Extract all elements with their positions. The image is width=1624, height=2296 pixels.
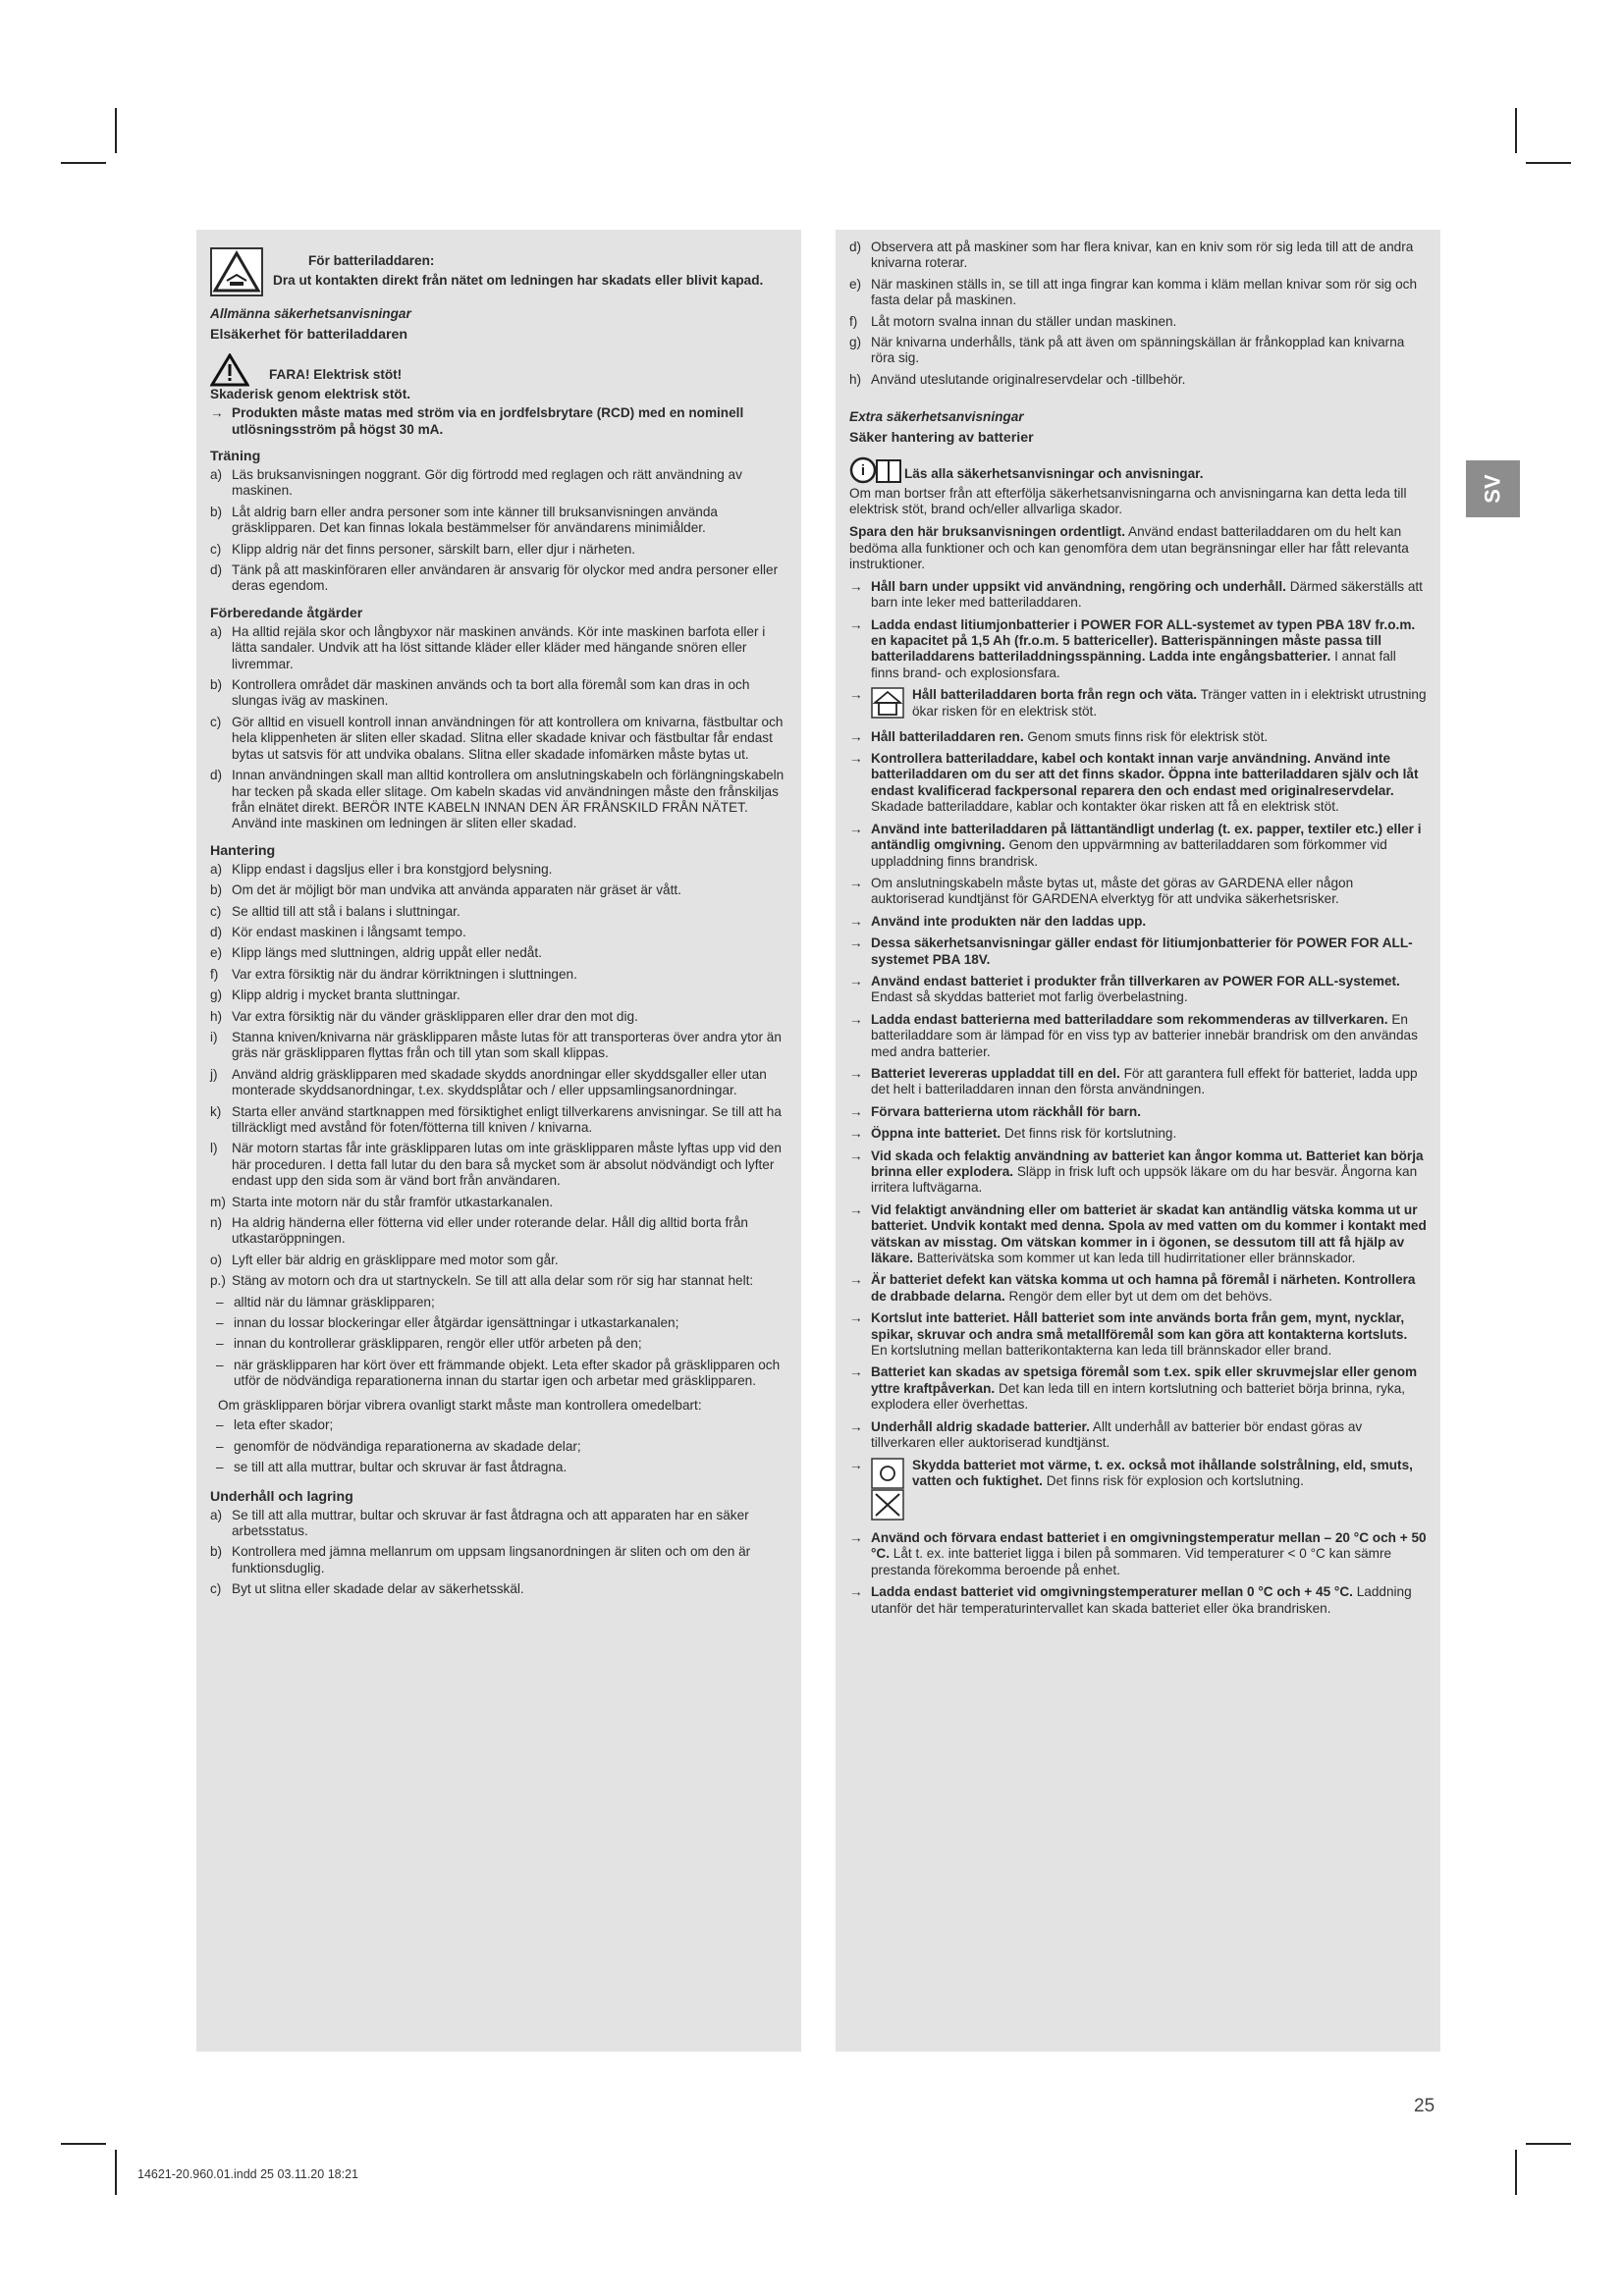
list-text: När maskinen ställs in, se till att inga fingrar kan komma i kläm mellan knivar som rör sig och fasta delar på maskinen. (871, 276, 1418, 308)
safety-arrow-item (849, 1012, 1427, 1060)
arrow-text (871, 974, 1427, 1006)
arrow-bold-text: Batteriet levereras uppladdat till en del. (871, 1065, 1120, 1081)
vibrate-text: Om gräsklipparen börjar vibrera ovanligt starkt måste man kontrollera omedelbart: (218, 1397, 702, 1413)
safety-arrow-item (849, 914, 1427, 930)
arrow-marker: → (849, 1584, 863, 1600)
arrow-marker: → (849, 1103, 863, 1119)
dash-text: när gräsklipparen har kört över ett främmande objekt. Leta efter skador på gräsklipparen och utför de nödvändiga reparationerna innan du startar igen och arbetar med gräsklipparen. (234, 1357, 781, 1389)
safety-arrow-item (849, 974, 1427, 1006)
list-text: När motorn startas får inte gräsklipparen lutas om inte gräsklipparen måste lyftas upp vid den här proceduren. I detta fall lutar du den bara så mycket som är absolut nödvändigt och lyfter endast upp den sida som är vänd bort från användaren. (232, 1141, 782, 1189)
arrow-bold-text: Ladda endast litiumjonbatterier i POWER FOR ALL-systemet av typen PBA 18V fr.o.m. en kapacitet på 1,5 Ah (fr.o.m. 5 battericeller). Batterispänningen måste passa till batteriladdarens batteriladdningsspänning. Ladda inte engångsbatterier. (871, 616, 1416, 665)
safety-arrow-item (849, 1126, 1427, 1142)
list-item (210, 562, 787, 595)
list-item (210, 988, 787, 1003)
arrow-bold-text: Vid skada och felaktig användning av batteriet kan ångor komma ut. Batteriet kan börja brinna eller explodera. (871, 1148, 1424, 1179)
list-text: Observera att på maskiner som har flera knivar, kan en kniv som rör sig leda till att de andra knivarna roterar. (871, 240, 1414, 271)
list-marker: a) (210, 1507, 223, 1522)
arrow-text (871, 579, 1427, 612)
list-item (210, 624, 787, 672)
arrow-plain-text: Tränger vatten in i elektriskt utrustning ökar risken för en elektrisk stöt. (912, 687, 1427, 719)
arrow-text (871, 876, 1427, 908)
arrow-text (871, 729, 1427, 745)
arrow-plain-text: Släpp in frisk luft och uppsök läkare om du har besvär. Ångorna kan irritera luftvägarna. (871, 1164, 1418, 1196)
list-item (210, 715, 787, 763)
arrow-marker: → (849, 1201, 863, 1217)
list-marker: c) (210, 541, 222, 557)
list-marker: a) (210, 861, 223, 877)
read-all-desc: Om man bortser från att efterfölja säkerhetsanvisningarna och anvisningarna kan detta leda till elektrisk stöt, brand och/eller allvarliga skador. (849, 485, 1407, 517)
print-footer: 14621-20.960.01.indd 25 03.11.20 18:21 (137, 2167, 358, 2181)
arrow-text (871, 1012, 1427, 1060)
list-item (210, 1067, 787, 1099)
maintenance-list (210, 1508, 787, 1598)
crop-mark (115, 108, 117, 153)
arrow-text (871, 1364, 1427, 1413)
arrow-marker: → (849, 1418, 863, 1434)
list-text: Klipp längs med sluttningen, aldrig uppåt eller nedåt. (232, 945, 542, 961)
safety-arrow-item (849, 1202, 1427, 1267)
list-item (210, 1195, 787, 1210)
list-marker: f) (210, 966, 219, 982)
house-wrap (871, 687, 904, 722)
dash-item (216, 1315, 787, 1331)
list-item (849, 314, 1427, 330)
arrow-marker: → (849, 1310, 863, 1326)
safety-arrow-item (849, 1364, 1427, 1413)
arrow-marker: → (849, 935, 863, 951)
language-tab (1466, 460, 1520, 517)
list-marker: g) (210, 988, 223, 1003)
safety-arrow-item (849, 729, 1427, 745)
arrow-marker: → (849, 1272, 863, 1288)
list-text: Tänk på att maskinföraren eller användaren är ansvarig för olyckor med andra personer eller deras egendom. (232, 562, 779, 594)
list-item (210, 505, 787, 537)
dash-marker: – (216, 1460, 224, 1475)
arrow-marker: → (849, 973, 863, 988)
list-text: Var extra försiktig när du vänder gräsklipparen eller drar den mot dig. (232, 1008, 638, 1024)
vibrate-dash-list (210, 1417, 787, 1475)
crop-mark (115, 2150, 117, 2195)
sun-wrap (871, 1458, 904, 1524)
list-marker: d) (210, 924, 223, 939)
safety-arrow-item (849, 1530, 1427, 1578)
list-item (210, 1141, 787, 1189)
arrow-marker: → (849, 875, 863, 890)
arrow-text (871, 617, 1427, 682)
arrow-plain-text: Det finns risk för kortslutning. (1001, 1126, 1177, 1142)
general-safety-title: Allmänna säkerhetsanvisningar (210, 306, 411, 321)
list-marker: c) (210, 903, 222, 919)
dash-text: genomför de nödvändiga reparationerna av skadade delar; (234, 1438, 581, 1454)
list-text: Lyft eller bär aldrig en gräsklippare med motor som går. (232, 1252, 559, 1267)
dash-item (216, 1460, 787, 1475)
arrow-marker: → (849, 913, 863, 929)
list-item (210, 904, 787, 920)
safety-arrow-item (849, 617, 1427, 682)
list-text: Se alltid till att stå i balans i sluttningar. (232, 903, 460, 919)
list-marker: g) (849, 335, 862, 350)
list-text: Klipp aldrig när det finns personer, särskilt barn, eller djur i närheten. (232, 541, 636, 557)
list-text: Starta eller använd startknappen med försiktighet enligt tillverkarens anvisningar. Se till att ha tillräckligt med avstånd för foten/fötterna till kniven / knivarna. (232, 1103, 782, 1135)
safety-arrow-item (849, 1458, 1427, 1524)
arrow-marker: → (849, 821, 863, 836)
arrow-plain-text: Det kan leda till en intern kortslutning och batteriet börja brinna, ryka, explodera eller överhettas. (871, 1380, 1406, 1413)
dash-text: innan du kontrollerar gräsklipparen, rengör eller utför arbeten på den; (234, 1336, 642, 1352)
list-marker: j) (210, 1066, 218, 1082)
arrow-plain-text: I annat fall finns brand- och explosionsfara. (871, 649, 1396, 680)
dash-marker: – (216, 1336, 224, 1352)
arrow-marker: → (849, 687, 863, 703)
list-item (210, 1581, 787, 1597)
danger-row (210, 353, 787, 387)
dash-text: alltid när du lämnar gräsklipparen; (234, 1294, 435, 1309)
arrow-plain-text: En batteriladdare som är lämpad för en viss typ av batterier innebär brandrisk om den användas med andra batterier. (871, 1011, 1418, 1059)
arrow-marker: → (849, 1457, 863, 1472)
read-manual-icon (849, 454, 902, 486)
arrow-marker: → (849, 1364, 863, 1380)
charger-warning (210, 247, 787, 296)
arrow-text (871, 914, 1427, 930)
danger-label: FARA! Elektrisk stöt! (269, 367, 403, 382)
list-marker: p.) (210, 1273, 226, 1289)
arrow-bold-text: Håll batteriladdaren ren. (871, 728, 1024, 744)
arrow-bold-text: Ladda endast batteriet vid omgivningstemperaturer mellan 0 °C och + 45 °C. (871, 1584, 1353, 1600)
list-marker: h) (210, 1008, 223, 1024)
list-marker: i) (210, 1029, 218, 1044)
list-item (210, 1253, 787, 1268)
arrow-text (871, 1104, 1427, 1120)
battery-safety-title: Säker hantering av batterier (849, 429, 1034, 446)
list-marker: l) (210, 1141, 218, 1156)
prep-title: Förberedande åtgärder (210, 605, 363, 621)
list-item (210, 945, 787, 961)
arrow-bold-text: Kortslut inte batteriet. Håll batteriet som inte används borta från gem, mynt, nycklar, spikar, skruvar och andra små metallföremål som kan göra att kontakterna kortsluts. (871, 1310, 1408, 1342)
left-column (196, 230, 801, 2052)
list-text: Använd uteslutande originalreservdelar och -tillbehör. (871, 371, 1186, 387)
arrow-marker: → (849, 1148, 863, 1163)
arrow-text (912, 687, 1427, 722)
arrow-plain-text: Rengör dem eller byt ut dem om det behövs. (1004, 1288, 1272, 1304)
arrow-plain-text: Endast så skyddas batteriet mot farlig överbelastning. (871, 989, 1188, 1005)
arrow-bold-text: Håll batteriladdaren borta från regn och väta. (912, 687, 1198, 703)
arrow-bold-text: Håll barn under uppsikt vid användning, rengöring och underhåll. (871, 578, 1286, 594)
danger-sub: Skaderisk genom elektrisk stöt. (210, 386, 410, 401)
arrow-bold-text: Kontrollera batteriladdare, kabel och kontakt innan varje användning. Använd inte batteriladdaren om du ser att det finns skador. Öppna inte batteriladdaren själv och låt endast kvalificerad fackpersonal reparera den och endast med originalreservdelar. (871, 751, 1419, 798)
safety-arrow-item (849, 687, 1427, 722)
arrow-text (871, 1126, 1427, 1142)
arrow-plain-text: Genom smuts finns risk för elektrisk stöt. (1023, 728, 1269, 744)
list-item (210, 882, 787, 898)
list-marker: k) (210, 1103, 222, 1119)
svg-text:i: i (860, 461, 866, 479)
page-number: 25 (1414, 2096, 1435, 2116)
arrow-plain-text: Genom den uppvärmning av batteriladdaren som förkommer vid uppladdning finns brandrisk. (871, 837, 1387, 869)
arrow-text (871, 751, 1427, 816)
safety-arrow-item (849, 1066, 1427, 1098)
arrow-marker: → (849, 1065, 863, 1081)
list-text: Se till att alla muttrar, bultar och skruvar är fast åtdragna och att apparaten har en säker arbetsstatus. (232, 1507, 749, 1538)
arrow-bold-text: Förvara batterierna utom räckhåll för barn. (871, 1103, 1141, 1119)
language-tab-label: SV (1480, 474, 1505, 504)
charger-warning-text: Dra ut kontakten direkt från nätet om ledningen har skadats eller blivit kapad. (273, 272, 764, 288)
list-text: Låt aldrig barn eller andra personer som inte känner till bruksanvisningen använda gräsklipparen. Det kan finnas lokala bestämmelser för användarens minimiålder. (232, 504, 718, 536)
dash-marker: – (216, 1315, 224, 1331)
list-text: Om det är möjligt bör man undvika att använda apparaten när gräset är vått. (232, 882, 681, 898)
list-text: Var extra försiktig när du ändrar körriktningen i sluttningen. (232, 966, 577, 982)
list-text: Kör endast maskinen i långsamt tempo. (232, 924, 466, 939)
list-text: Läs bruksanvisningen noggrant. Gör dig förtrodd med reglagen och rätt användning av maskinen. (232, 467, 742, 499)
dash-marker: – (216, 1294, 224, 1309)
arrow-bold-text: Är batteriet defekt kan vätska komma ut och hamna på föremål i närheten. Kontrollera de drabbade delarna. (871, 1272, 1416, 1304)
list-text: Låt motorn svalna innan du ställer undan maskinen. (871, 313, 1177, 329)
list-item (210, 1273, 787, 1289)
safety-arrow-item (849, 935, 1427, 968)
arrow-bold-text: Underhåll aldrig skadade batterier. (871, 1418, 1090, 1434)
list-text: Gör alltid en visuell kontroll innan användningen för att kontrollera om knivarna, fästbultar och hela klippenheten är sliten eller skadad. Slitna eller skadade knivar och fästbultar får endast bytas ut satsvis för att undvika obalans. Slitna eller skadade infomärken måste bytas ut. (232, 714, 784, 762)
charger-warning-icon (210, 247, 263, 296)
list-text: Stanna kniven/knivarna när gräsklipparen måste lutas för att transporteras över andra ytor än gräs när gräsklipparen flyttas från och till ytan som skall klippas. (232, 1029, 782, 1061)
list-item (210, 967, 787, 983)
list-marker: d) (849, 240, 862, 254)
safety-arrow-item (849, 1272, 1427, 1305)
arrow-bold-text: Dessa säkerhetsanvisningar gäller endast för litiumjonbatterier för POWER FOR ALL-systemet PBA 18V. (871, 935, 1413, 967)
training-title: Träning (210, 449, 261, 464)
list-item (210, 1104, 787, 1137)
handling-dash-list (210, 1295, 787, 1390)
right-column (836, 230, 1440, 2052)
arrow-plain-text: En kortslutning mellan batterikontakterna kan leda till brännskador eller brand. (871, 1343, 1332, 1359)
list-text: Kontrollera området där maskinen används och ta bort alla föremål som kan dras in och slungas iväg av maskinen. (232, 677, 750, 709)
dash-marker: – (216, 1417, 224, 1433)
battery-arrow-list (849, 579, 1427, 1617)
dash-marker: – (216, 1438, 224, 1454)
list-marker: b) (210, 1544, 223, 1560)
arrow-text (871, 1202, 1427, 1267)
arrow-text (871, 1310, 1427, 1359)
safety-arrow-item (849, 1148, 1427, 1197)
arrow-plain-text: Låt t. ex. inte batteriet ligga i bilen på sommaren. Vid temperaturer < 0 °C kan sämre prestanda förekomma beroende på enhet. (871, 1546, 1392, 1577)
arrow-plain-text: Batterivätska som kommer ut kan leda till hudirritationer eller brännskador. (913, 1251, 1356, 1266)
maintenance-title: Underhåll och lagring (210, 1488, 353, 1505)
list-text: Använd aldrig gräsklipparen med skadade skydds anordningar eller skyddsgaller eller utan monterade skyddsanordningar, t.ex. skyddsplåtar och / eller uppsamlingsanordningar. (232, 1066, 767, 1098)
prep-list (210, 624, 787, 832)
list-marker: f) (849, 313, 858, 329)
arrow-plain-text: Om anslutningskabeln måste bytas ut, måste det göras av GARDENA eller någon auktoriserad kundtjänst för GARDENA elverktyg för att undvika säkerhetsrisker. (871, 875, 1354, 907)
arrow-bold-text: Ladda endast batterierna med batteriladdare som rekommenderas av tillverkaren. (871, 1011, 1388, 1027)
list-item (210, 1544, 787, 1576)
heat-sun-icon (871, 1458, 904, 1521)
list-item (210, 1215, 787, 1248)
arrow-text (871, 1066, 1427, 1098)
crop-mark (1526, 2143, 1571, 2145)
list-text: Klipp endast i dagsljus eller i bra konstgjord belysning. (232, 861, 553, 877)
arrow-text (871, 1584, 1427, 1617)
list-text: Byt ut slitna eller skadade delar av säkerhetsskäl. (232, 1581, 524, 1597)
list-item (210, 542, 787, 558)
list-text: Starta inte motorn när du står framför utkastarkanalen. (232, 1194, 554, 1209)
list-marker: d) (210, 768, 223, 783)
arrow-marker: → (849, 578, 863, 594)
list-marker: e) (849, 276, 862, 292)
arrow-plain-text: Allt underhåll av batterier bör endast göras av tillverkaren eller auktoriserad kundtjänst. (871, 1418, 1363, 1451)
arrow-bold-text: Öppna inte batteriet. (871, 1126, 1001, 1142)
crop-mark (1515, 2150, 1517, 2195)
list-marker: d) (210, 562, 223, 578)
handling-title: Hantering (210, 842, 276, 859)
list-text: Innan användningen skall man alltid kontrollera om anslutningskabeln och förlängningskabeln har tecken på skada eller slitage. Om kabeln skadas vid användningen måste den frånskiljas från elnätet direkt. BERÖR INTE KABELN INNAN DEN ÄR FRÅNSKILD FRÅN NÄTET. Använd inte maskinen om ledningen är sliten eller skadad. (232, 768, 785, 831)
arrow-text (871, 822, 1427, 870)
list-item (849, 277, 1427, 309)
arrow-bold-text: Använd inte batteriladdaren på lättantändligt underlag (t. ex. papper, textiler etc.) eller i antändlig omgivning. (871, 821, 1422, 853)
list-text: Kontrollera med jämna mellanrum om uppsam lingsanordningen är sliten och om den är funktionsduglig. (232, 1544, 751, 1575)
list-text: När knivarna underhålls, tänk på att även om spänningskällan är frånkopplad kan knivarna röra sig. (871, 335, 1405, 366)
arrow-marker: → (849, 1011, 863, 1027)
handling-list (210, 862, 787, 1290)
rcd-note: → Produkten måste matas med ström via en jordfelsbrytare (RCD) med en nominell utlösningsström på högst 30 mA. (210, 405, 744, 437)
list-item (210, 862, 787, 878)
arrow-plain-text: Skadade batteriladdare, kablar och kontakter ökar risken att få en elektrisk stöt. (871, 799, 1339, 815)
arrow-text (871, 935, 1427, 968)
list-marker: n) (210, 1215, 223, 1231)
dash-item (216, 1358, 787, 1390)
list-marker: e) (210, 945, 223, 961)
arrow-text (871, 1148, 1427, 1197)
continued-list (849, 240, 1427, 388)
list-item (210, 768, 787, 832)
danger-triangle-icon (210, 353, 249, 387)
list-text: Ha aldrig händerna eller fötterna vid eller under roterande delar. Håll dig alltid borta från utkastaröppningen. (232, 1215, 748, 1247)
list-marker: b) (210, 677, 223, 693)
dash-item (216, 1417, 787, 1433)
read-all-row (849, 454, 1427, 486)
arrow-plain-text: Därmed säkerställs att barn inte leker med batteriladdaren. (871, 578, 1423, 611)
arrow-bold-text: Vid felaktigt användning eller om batteriet är skadat kan antändlig vätska komma ut ur batteriet. Undvik kontakt med denna. Spola av med vatten om du kommer i kontakt med vätskan av misstag. Om vätskan kommer in i ögonen, se dessutom till att få hjälp av läkare. (871, 1201, 1427, 1266)
dash-marker: – (216, 1357, 224, 1372)
dash-item (216, 1336, 787, 1352)
list-marker: a) (210, 467, 223, 482)
crop-mark (61, 162, 106, 164)
arrow-marker: → (849, 728, 863, 744)
safety-arrow-item (849, 1104, 1427, 1120)
safety-arrow-item (849, 822, 1427, 870)
arrow-bold-text: Använd och förvara endast batteriet i en omgivningstemperatur mellan – 20 °C och + 50 °C. (871, 1529, 1427, 1562)
arrow-text (871, 1419, 1427, 1452)
list-item (210, 1009, 787, 1025)
arrow-plain-text: Det finns risk för explosion och kortslutning. (1042, 1472, 1304, 1488)
list-item (210, 1508, 787, 1540)
list-text: Klipp aldrig i mycket branta sluttningar. (232, 988, 460, 1003)
charger-warning-title: För batteriladdaren: (308, 253, 435, 268)
safety-arrow-item (849, 751, 1427, 816)
list-marker: b) (210, 882, 223, 898)
list-item (210, 677, 787, 710)
safety-arrow-item (849, 876, 1427, 908)
list-marker: m) (210, 1194, 226, 1209)
list-marker: c) (210, 714, 222, 729)
arrow-marker: → (849, 616, 863, 632)
list-item (210, 925, 787, 940)
dash-text: se till att alla muttrar, bultar och skruvar är fast åtdragna. (234, 1460, 568, 1475)
arrow-marker: → (849, 1529, 863, 1545)
training-list (210, 467, 787, 595)
arrow-plain-text: Laddning utanför det här temperaturintervallet kan skada batteriet eller öka brandrisken. (871, 1584, 1412, 1616)
list-marker: c) (210, 1581, 222, 1597)
dash-item (216, 1295, 787, 1310)
crop-mark (61, 2143, 106, 2145)
list-item (849, 335, 1427, 367)
safety-arrow-item (849, 1584, 1427, 1617)
arrow-marker: → (849, 1126, 863, 1142)
read-all-text: Läs alla säkerhetsanvisningar och anvisningar. (904, 466, 1204, 482)
arrow-bold-text: Använd inte produkten när den laddas upp. (871, 913, 1147, 929)
list-item (210, 1030, 787, 1062)
dash-item (216, 1439, 787, 1455)
list-item (849, 372, 1427, 388)
keep-manual: Spara den här bruksanvisningen ordentligt. Använd endast batteriladdaren om du helt kan bedöma alla funktioner och och kan genomföra dem utan begränsningar eller har fått relevanta instruktioner. (849, 524, 1409, 572)
list-marker: b) (210, 504, 223, 519)
safety-arrow-item (849, 579, 1427, 612)
arrow-plain-text: För att garantera full effekt för batteriet, ladda upp det helt i batteriladdaren innan den första användningen. (871, 1065, 1418, 1097)
dash-text: innan du lossar blockeringar eller åtgärdar igensättningar i utkastarkanalen; (234, 1315, 679, 1331)
extra-safety-title: Extra säkerhetsanvisningar (849, 409, 1024, 425)
electric-safety-title: Elsäkerhet för batteriladdaren (210, 326, 408, 343)
house-rain-icon (871, 687, 904, 719)
arrow-bold-text: Skydda batteriet mot värme, t. ex. också mot ihållande solstrålning, eld, smuts, vatten och fuktighet. (912, 1457, 1413, 1488)
arrow-text (871, 1530, 1427, 1578)
crop-mark (1515, 108, 1517, 153)
list-item (849, 240, 1427, 272)
list-text: Ha alltid rejäla skor och långbyxor när maskinen används. Kör inte maskinen barfota eller i lätta sandaler. Undvik att ha löst sittande kläder eller kläder med hängande snören eller livremmar. (232, 623, 766, 671)
list-marker: a) (210, 623, 223, 639)
dash-text: leta efter skador; (234, 1417, 334, 1433)
list-marker: h) (849, 371, 862, 387)
list-text: Stäng av motorn och dra ut startnyckeln. Se till att alla delar som rör sig har stannat helt: (232, 1273, 754, 1289)
safety-arrow-item (849, 1310, 1427, 1359)
arrow-bold-text: Batteriet kan skadas av spetsiga föremål som t.ex. spik eller skruvmejslar eller genom yttre kraftpåverkan. (871, 1364, 1418, 1396)
arrow-bold-text: Använd endast batteriet i produkter från tillverkaren av POWER FOR ALL-systemet. (871, 973, 1400, 988)
crop-mark (1526, 162, 1571, 164)
list-marker: o) (210, 1252, 223, 1267)
arrow-text (912, 1458, 1427, 1524)
arrow-text (871, 1272, 1427, 1305)
safety-arrow-item (849, 1419, 1427, 1452)
list-item (210, 467, 787, 500)
arrow-marker: → (849, 751, 863, 767)
